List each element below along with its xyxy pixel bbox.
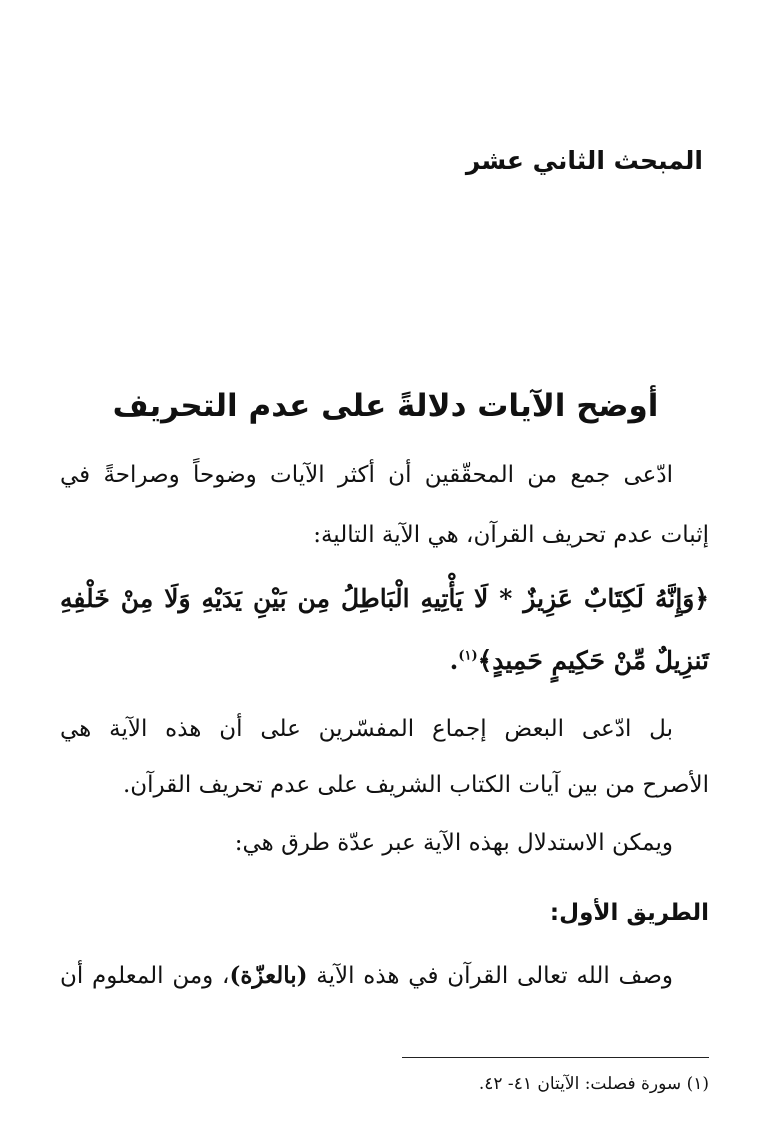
footnote: (١) سورة فصلت: الآيتان ٤١- ٤٢. (478, 1074, 709, 1094)
section-title: أوضح الآيات دلالةً على عدم التحريف (112, 388, 659, 424)
footnote-reference: (١) (458, 648, 478, 664)
verse-end-mark: . (449, 646, 459, 675)
paragraph-4-line-1 (60, 962, 709, 991)
footnote-divider (402, 1057, 709, 1058)
paragraph-1-line-1: ادّعى جمع من المحقّقين أن أكثر الآيات وضوحاً وصراحةً في (60, 462, 673, 488)
verse-line-1: ﴿وَإِنَّهُ لَكِتَابٌ عَزِيزٌ * لَا يَأْتِيهِ الْبَاطِلُ مِن بَيْنِ يَدَيْهِ وَلَا مِنْ خَلْفِهِ (60, 584, 709, 613)
chapter-label: المبحث الثاني عشر (465, 146, 703, 175)
subheading-first-way: الطريق الأول: (549, 900, 709, 926)
paragraph-2-line-2: الأصرح من بين آيات الكتاب الشريف على عدم تحريف القرآن. (122, 772, 709, 798)
paragraph-3-line-1: ويمكن الاستدلال بهذه الآية عبر عدّة طرق هي: (234, 830, 673, 856)
verse-line-2 (60, 646, 709, 676)
paragraph-4-part-1: وصف الله تعالى القرآن في هذه الآية (307, 963, 673, 989)
paragraph-4-bold-term: (بالعزّة) (229, 962, 308, 989)
paragraph-4-part-2: ، ومن المعلوم أن (60, 963, 230, 989)
paragraph-1-line-2: إثبات عدم تحريف القرآن، هي الآية التالية: (313, 522, 709, 548)
verse-line-2-text: تَنزِيلٌ مِّنْ حَكِيمٍ حَمِيدٍ﴾ (477, 646, 709, 675)
paragraph-2-line-1: بل ادّعى البعض إجماع المفسّرين على أن هذه الآية هي (60, 716, 673, 742)
